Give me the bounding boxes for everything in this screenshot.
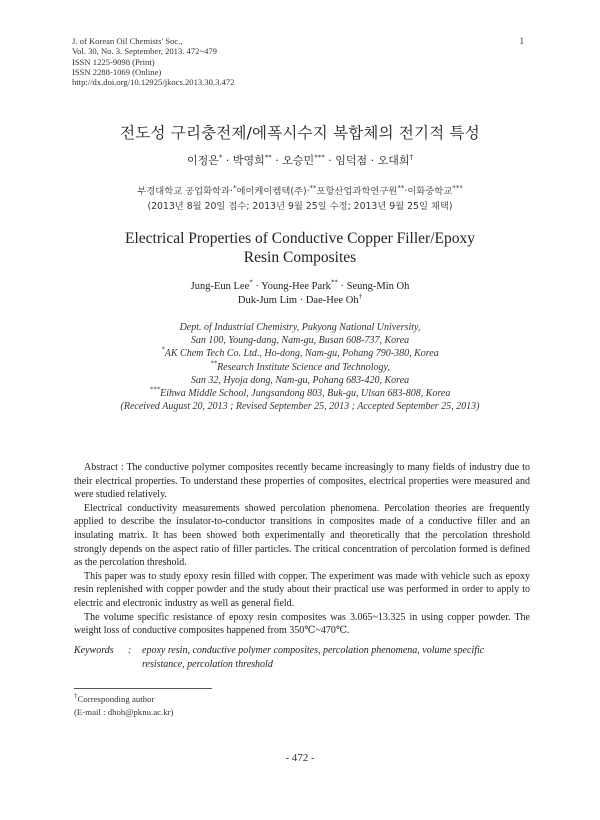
author-separator: · <box>337 281 347 292</box>
author-separator: · <box>225 154 230 167</box>
authors-english <box>0 280 600 307</box>
author-separator: · <box>370 154 375 167</box>
author-en-5-mark: † <box>358 292 363 300</box>
affil-ko-part1: 부경대학교 공업화학과· <box>137 186 233 197</box>
keywords-spacer <box>74 658 128 672</box>
author-en-4: Duk-Jum Lim <box>237 294 298 306</box>
abstract-label: Abstract <box>84 462 118 473</box>
keywords-label: Keywords <box>74 645 114 656</box>
footnote-divider <box>74 688 212 689</box>
dates-korean: (2013년 8월 20일 접수; 2013년 9월 25일 수정; 2013년 9월 25일 채택) <box>147 201 453 212</box>
title-english-line1: Electrical Properties of Conductive Copper Filler/Epoxy <box>125 230 475 247</box>
journal-volume: Vol. 30, No. 3. September, 2013. 472~479 <box>72 46 217 57</box>
author-ko-3: 오승민 <box>282 154 315 167</box>
received-dates: (Received August 20, 2013 ; Revised September 25, 2013 ; Accepted September 25, 2013) <box>120 401 480 413</box>
abstract-paragraph-3: This paper was to study epoxy resin filled with copper. The experiment was made with vehicle such as epoxy resin replenished with copper powder and the study about their practical use was performed in order to apply to electric and electronic industry as well as general field. <box>74 570 530 609</box>
page-number: - 472 - <box>285 752 315 764</box>
authors-english-line2 <box>0 294 600 308</box>
keywords-text-1: epoxy resin, conductive polymer composites, percolation phenomena, volume specific <box>142 645 485 656</box>
authors-korean <box>0 152 600 168</box>
affil-ko-part4: ·이화중학교 <box>404 186 453 197</box>
author-ko-2: 박영희 <box>232 154 265 167</box>
affiliation-english <box>0 321 600 413</box>
footnote-email[interactable]: (E-mail : dhoh@pknu.ac.kr) <box>74 707 174 717</box>
affil-en-text6: Eihwa Middle School, Jungsandong 803, Buk-gu, Ulsan 683-808, Korea <box>160 388 451 400</box>
author-separator: · <box>328 154 332 167</box>
footnote-corresponding <box>74 693 173 706</box>
affil-en-mark6: *** <box>149 385 161 394</box>
affil-en-line6 <box>0 387 600 400</box>
author-separator: · <box>252 281 262 292</box>
title-english-line2: Resin Composites <box>243 249 357 266</box>
author-ko-4: 임덕점 <box>335 154 368 167</box>
abstract-text-1: The conductive polymer composites recently became increasingly to many fields of industry due to their electrical properties. To understand these properties of composites, electrical properties were measured and were studied relatively. <box>74 462 530 501</box>
doi-link[interactable]: http://dx.doi.org/10.12925/jkocs.2013.30.3.472 <box>72 77 235 88</box>
keywords <box>74 644 530 671</box>
affil-en-mark4: ** <box>210 359 218 368</box>
issn-online: ISSN 2288-1069 (Online) <box>72 66 162 77</box>
affil-en-line2: San 100, Young-dang, Nam-gu, Busan 608-737, Korea <box>190 335 410 347</box>
affil-en-line4 <box>0 361 600 374</box>
author-en-2: Young-Hee Park <box>261 281 331 292</box>
affil-ko-mark2: ** <box>309 183 317 192</box>
author-ko-5-mark: † <box>409 153 413 162</box>
author-ko-1: 이정은 <box>187 154 219 167</box>
page-corner-number: 1 <box>519 36 524 46</box>
footnote-corresponding-text: Corresponding author <box>77 694 155 704</box>
author-ko-2-mark: ** <box>264 153 272 162</box>
abstract-paragraph-4: The volume specific resistance of epoxy resin composites was 3.065~13.325 in using copper powder. The weight loss of conductive composites happened from 350℃~470℃. <box>74 611 530 637</box>
affil-en-mark3: * <box>161 346 165 355</box>
affil-ko-part3: 포항산업과학연구원 <box>316 186 398 197</box>
journal-header <box>72 36 234 87</box>
affil-en-line1: Dept. of Industrial Chemistry, Pukyong National University, <box>179 322 421 333</box>
author-en-2-mark: ** <box>330 278 338 287</box>
title-english <box>0 229 600 267</box>
author-separator: · <box>297 294 306 306</box>
title-korean: 전도성 구리충전제/에폭시수지 복합체의 전기적 특성 <box>120 124 480 142</box>
affil-ko-mark4: *** <box>452 183 463 192</box>
abstract-paragraph-1 <box>74 461 530 502</box>
abstract-colon: : <box>117 462 127 473</box>
abstract <box>74 461 530 638</box>
journal-name: J. of Korean Oil Chemists' Soc., <box>72 36 183 46</box>
affil-en-text3: AK Chem Tech Co. Ltd., Ho-dong, Nam-gu, Pohang 790-380, Korea <box>164 348 439 360</box>
author-en-5: Dae-Hee Oh <box>305 294 359 306</box>
affil-ko-mark1: * <box>232 183 237 192</box>
keywords-colon: : <box>128 645 132 656</box>
keywords-spacer <box>128 658 142 672</box>
affil-en-text4: Research Institute Science and Technology, <box>217 361 390 373</box>
author-en-1-mark: * <box>249 278 253 287</box>
keywords-row-1 <box>74 644 530 658</box>
author-ko-3-mark: *** <box>314 153 325 162</box>
affil-en-line3 <box>0 347 600 360</box>
abstract-paragraph-2: Electrical conductivity measurements showed percolation phenomena. Percolation theories are frequently applied to describe the insulator-to-conductor transitions in composites made of a conductive filler and an insulating matrix. It has been showed both experimentally and theoretically that the percolation threshold strongly depends on the aspect ratio of filler particles. The critical concentration of percolation formed is defined as the percolation threshold. <box>74 502 530 569</box>
author-en-1: Jung-Eun Lee <box>190 281 250 292</box>
affiliation-korean <box>0 183 600 197</box>
affil-ko-mark3: ** <box>397 183 405 192</box>
affil-ko-part2: 에이케이켐텍(주)· <box>236 186 310 197</box>
keywords-row-2 <box>74 658 530 672</box>
authors-english-line1 <box>0 280 600 294</box>
keywords-text-2: resistance, percolation threshold <box>142 658 273 670</box>
footnote-mark: † <box>74 692 78 701</box>
footnote <box>74 693 173 719</box>
author-separator: · <box>275 154 279 167</box>
affil-en-line5: San 32, Hyoja dong, Nam-gu, Pohang 683-420, Korea <box>190 374 410 386</box>
author-ko-5: 오대희 <box>377 154 410 167</box>
author-ko-1-mark: * <box>218 153 223 162</box>
issn-print: ISSN 1225-9098 (Print) <box>72 56 155 67</box>
author-en-3: Seung-Min Oh <box>346 281 410 292</box>
